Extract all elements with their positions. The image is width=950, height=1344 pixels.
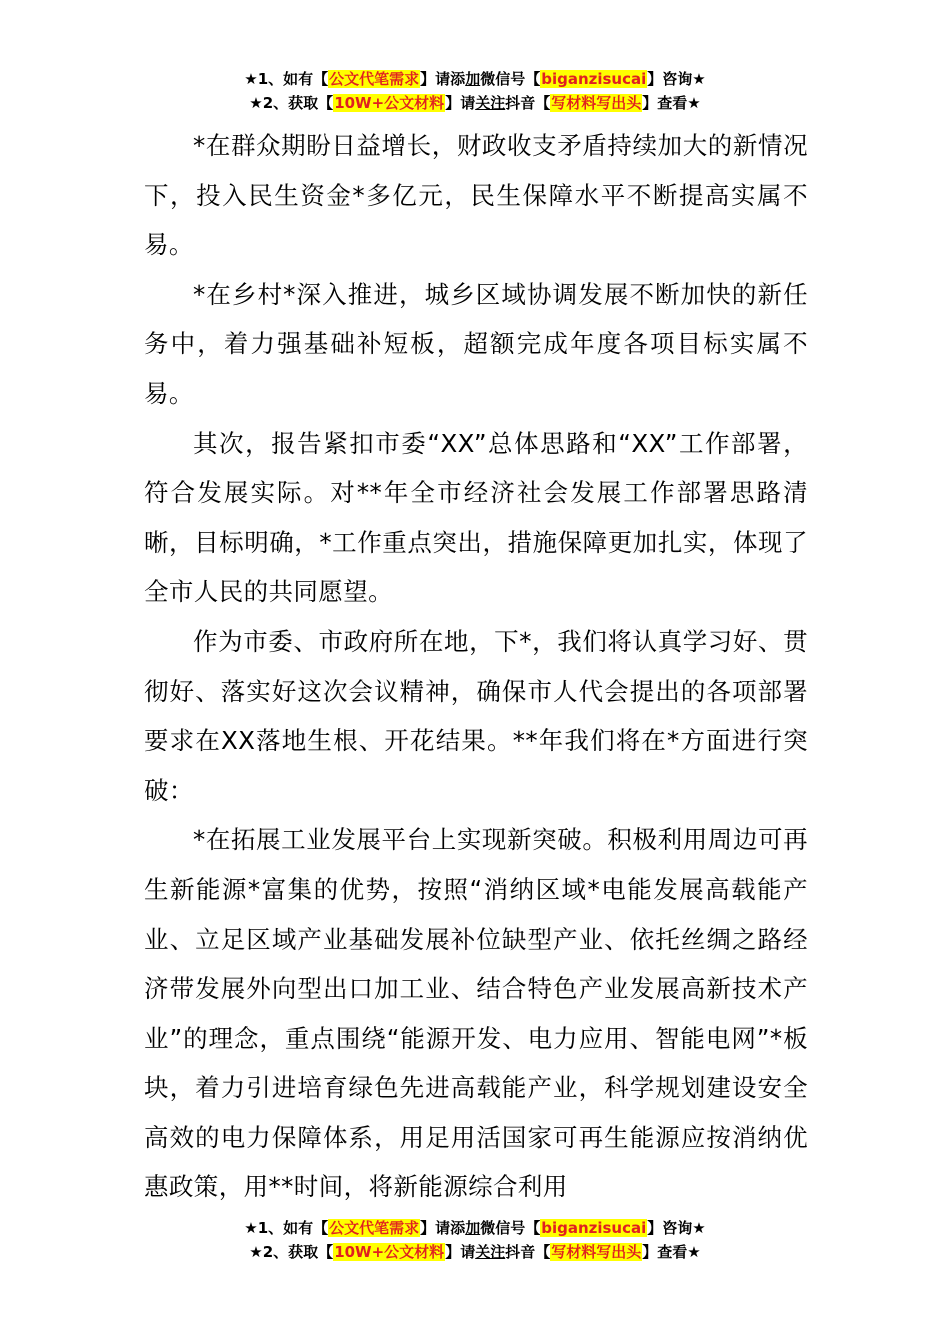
paragraph: 其次，报告紧扣市委“XX”总体思路和“XX”工作部署，符合发展实际。对**年全市经济社会发展工作部署思路清晰，目标明确，*工作重点突出，措施保障更加扎实，体现了全市人民的共同愿望。 — [144, 428, 808, 607]
banner-highlight: 10W+公文材料 — [334, 1243, 445, 1261]
banner-text: 】咨询★ — [647, 70, 706, 88]
footer-banner — [0, 1217, 950, 1265]
banner-text: 】咨询★ — [647, 1219, 706, 1237]
banner-underlined-text: 加 — [465, 70, 481, 88]
document-body — [144, 121, 808, 1212]
banner-text: ★2、获取【 — [249, 1243, 334, 1261]
banner-text: 】查看★ — [642, 94, 701, 112]
banner-underlined-text: 加 — [465, 1219, 481, 1237]
banner-text: 抖音【 — [505, 94, 551, 112]
banner-text: 】请 — [445, 1243, 476, 1261]
banner-text: ★1、如有【 — [244, 70, 329, 88]
banner-highlight: 写材料写出头 — [551, 94, 642, 112]
banner-line-2 — [0, 92, 950, 116]
banner-text: 微信号【 — [480, 1219, 541, 1237]
banner-highlight: biganzisucai — [541, 70, 647, 88]
banner-text: 】查看★ — [642, 1243, 701, 1261]
paragraph: *在群众期盼日益增长，财政收支矛盾持续加大的新情况下，投入民生资金*多亿元，民生保障水平不断提高实属不易。 — [144, 131, 808, 260]
paragraph: *在乡村*深入推进，城乡区域协调发展不断加快的新任务中，着力强基础补短板，超额完成年度各项目标实属不易。 — [144, 279, 808, 408]
banner-highlight: biganzisucai — [541, 1219, 647, 1237]
banner-text: ★2、获取【 — [249, 94, 334, 112]
banner-text: 微信号【 — [480, 70, 541, 88]
banner-text: 】请 — [445, 94, 476, 112]
banner-highlight: 公文代笔需求 — [329, 1219, 420, 1237]
banner-line-1 — [0, 1217, 950, 1241]
paragraph: 作为市委、市政府所在地，下*，我们将认真学习好、贯彻好、落实好这次会议精神，确保市人代会提出的各项部署要求在XX落地生根、开花结果。**年我们将在*方面进行突破： — [144, 626, 808, 805]
banner-line-1 — [0, 68, 950, 92]
banner-line-2 — [0, 1241, 950, 1265]
banner-highlight: 写材料写出头 — [551, 1243, 642, 1261]
header-banner — [0, 68, 950, 116]
banner-text: 】请添 — [420, 70, 466, 88]
banner-highlight: 公文代笔需求 — [329, 70, 420, 88]
banner-text: 】请添 — [420, 1219, 466, 1237]
banner-highlight: 10W+公文材料 — [334, 94, 445, 112]
banner-text: 抖音【 — [505, 1243, 551, 1261]
banner-underlined-text: 关注 — [475, 94, 506, 112]
banner-underlined-text: 关注 — [475, 1243, 506, 1261]
paragraph: *在拓展工业发展平台上实现新突破。积极利用周边可再生新能源*富集的优势，按照“消纳区域*电能发展高载能产业、立足区域产业基础发展补位缺型产业、依托丝绸之路经济带发展外向型出口加工业、结合特色产业发展高新技术产业”的理念，重点围绕“能源开发、电力应用、智能电网”*板块，着力引进培育绿色先进高载能产业，科学规划建设安全高效的电力保障体系，用足用活国家可再生能源应按消纳优惠政策，用**时间，将新能源综合利用 — [144, 825, 808, 1202]
banner-text: ★1、如有【 — [244, 1219, 329, 1237]
